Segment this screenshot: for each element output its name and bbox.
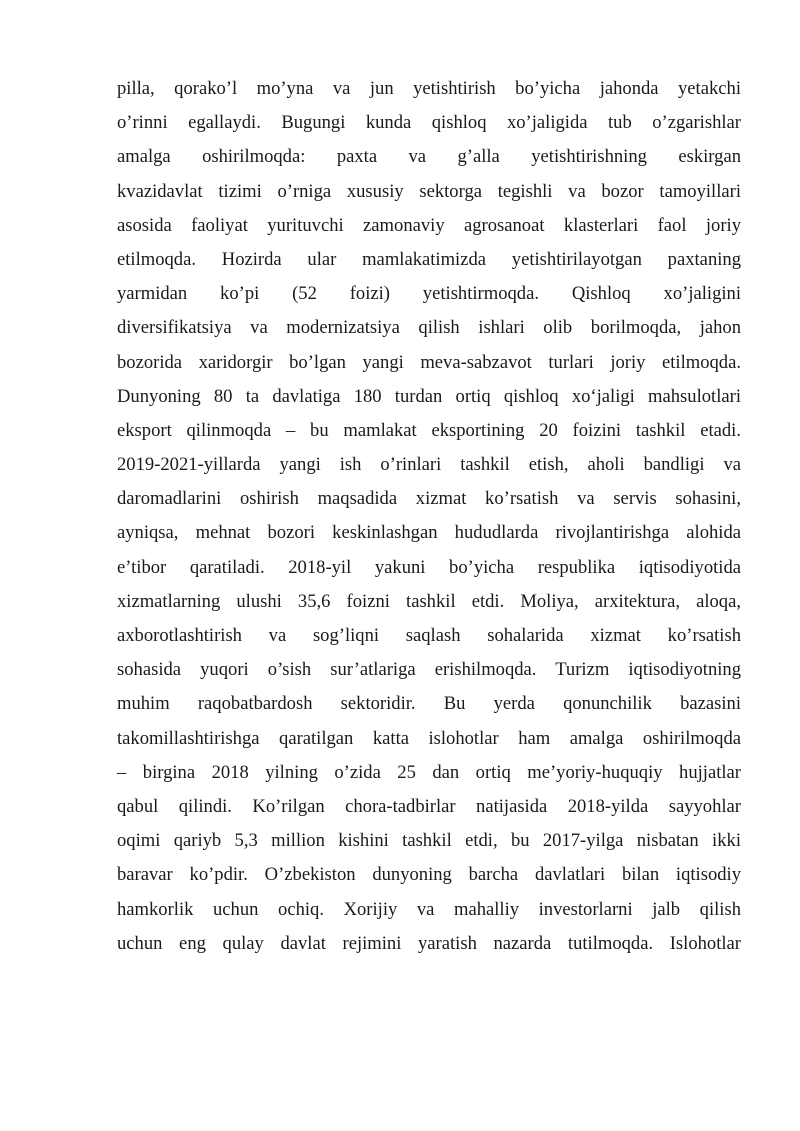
text-line: qabul qilindi. Ko’rilgan chora-tadbirlar natijasida 2018-yilda sayyohlar: [117, 795, 741, 817]
text-line: muhim raqobatbardosh sektoridir. Bu yerda qonunchilik bazasini: [117, 693, 741, 715]
text-line: ayniqsa, mehnat bozori keskinlashgan hududlarda rivojlantirishga alohida: [117, 522, 741, 544]
text-line: pilla, qorako’l mo’yna va jun yetishtirish bo’yicha jahonda yetakchi: [117, 78, 741, 99]
text-line: uchun eng qulay davlat rejimini yaratish nazarda tutilmoqda. Islohotlar: [117, 932, 741, 954]
text-line: asosida faoliyat yurituvchi zamonaviy agrosanoat klasterlari faol joriy: [117, 214, 741, 236]
text-line: axborotlashtirish va sog’liqni saqlash sohalarida xizmat ko’rsatish: [117, 625, 741, 646]
text-line: yarmidan ko’pi (52 foizi) yetishtirmoqda. Qishloq xo’jaligini: [117, 283, 741, 305]
text-line: oqimi qariyb 5,3 million kishini tashkil etdi, bu 2017-yilga nisbatan ikki: [117, 830, 741, 852]
text-line: kvazidavlat tizimi o’rniga xususiy sektorga tegishli va bozor tamoyillari: [117, 180, 741, 202]
text-line: takomillashtirishga qaratilgan katta islohotlar ham amalga oshirilmoqda: [117, 727, 741, 749]
text-line: sohasida yuqori o’sish sur’atlariga erishilmoqda. Turizm iqtisodiyotning: [117, 659, 741, 681]
text-line: o’rinni egallaydi. Bugungi kunda qishloq xo’jaligida tub o’zgarishlar: [117, 112, 741, 134]
text-line: e’tibor qaratiladi. 2018-yil yakuni bo’yicha respublika iqtisodiyotida: [117, 556, 741, 578]
text-line: amalga oshirilmoqda: paxta va g’alla yetishtirishning eskirgan: [117, 146, 741, 168]
text-line: diversifikatsiya va modernizatsiya qilish ishlari olib borilmoqda, jahon: [117, 317, 741, 339]
text-line: bozorida xaridorgir bo’lgan yangi meva-sabzavot turlari joriy etilmoqda.: [117, 351, 741, 373]
text-line: 2019-2021-yillarda yangi ish o’rinlari tashkil etish, aholi bandligi va: [117, 454, 741, 476]
text-line: xizmatlarning ulushi 35,6 foizni tashkil etdi. Moliya, arxitektura, aloqa,: [117, 590, 741, 612]
text-line: – birgina 2018 yilning o’zida 25 dan ortiq me’yoriy-huquqiy hujjatlar: [117, 761, 741, 783]
body-paragraph: [117, 72, 741, 961]
text-line: daromadlarini oshirish maqsadida xizmat ko’rsatish va servis sohasini,: [117, 488, 741, 510]
text-line: eksport qilinmoqda – bu mamlakat eksportining 20 foizini tashkil etadi.: [117, 419, 741, 441]
text-line: baravar ko’pdir. O’zbekiston dunyoning barcha davlatlari bilan iqtisodiy: [117, 864, 741, 886]
text-line: etilmoqda. Hozirda ular mamlakatimizda yetishtirilayotgan paxtaning: [117, 248, 741, 270]
text-line: Dunyoning 80 ta davlatiga 180 turdan ortiq qishloq xo‘jaligi mahsulotlari: [117, 385, 741, 407]
text-line: hamkorlik uchun ochiq. Xorijiy va mahalliy investorlarni jalb qilish: [117, 898, 741, 920]
